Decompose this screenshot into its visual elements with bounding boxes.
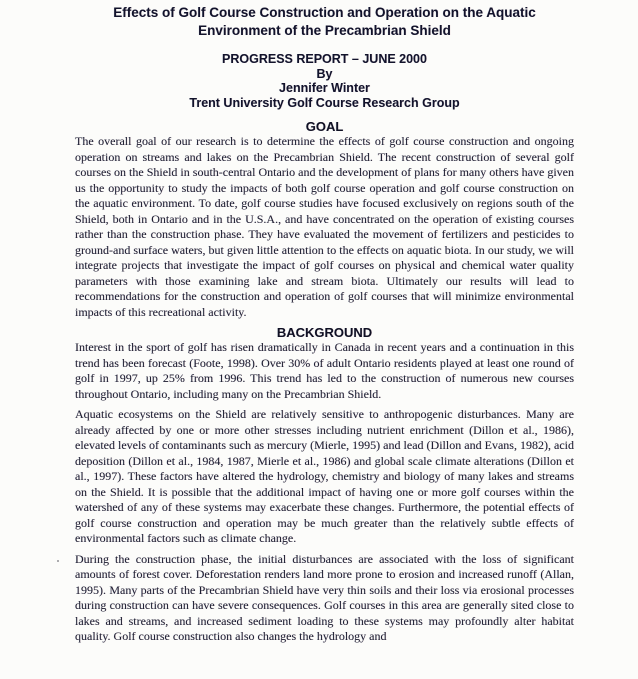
section-background xyxy=(75,325,574,645)
report-header xyxy=(75,52,574,110)
scan-artifact-speck xyxy=(57,560,59,562)
paragraph-background-2: Aquatic ecosystems on the Shield are relatively sensitive to anthropogenic disturbances. Many are already affected by one or more other stresses including nutrient enrichment (Dillon et al., 1986), elevated levels of contaminants such as mercury (Mierle, 1995) and lead (Dillon and Evans, 1982), acid deposition (Dillon et al., 1984, 1987, Mierle et al., 1986) and global scale climate alterations (Dillon et al., 1997). These factors have altered the hydrology, chemistry and biology of many lakes and streams on the Shield. It is possible that the additional impact of having one or more golf courses within the watershed of any of these systems may exacerbate these changes. Furthermore, the potential effects of golf course construction and operation may be much greater than the relatively subtle effects of environmental factors such as climate change. xyxy=(75,407,574,545)
section-heading-goal: GOAL xyxy=(305,119,344,134)
paragraph-goal: The overall goal of our research is to determine the effects of golf course construction and ongoing operation on streams and lakes on the Precambrian Shield. The recent construction of several golf courses on the Shield in south-central Ontario and the development of plans for many others have given us the opportunity to study the impacts of both golf course operation and golf course construction on the aquatic environment. To date, golf course studies have focused exclusively on regions south of the Shield, both in Ontario and in the U.S.A., and have concentrated on the operation of existing courses rather than the construction phase. They have evaluated the movement of fertilizers and pesticides to ground-and surface waters, but given little attention to the effects on aquatic biota. In our study, we will integrate projects that investigate the impact of golf courses on physical and chemical water quality parameters with those examining lake and stream biota. Ultimately our results will lead to recommendations for the construction and operation of golf courses that will minimize environmental impacts of this recreational activity. xyxy=(75,134,574,319)
section-goal xyxy=(75,119,574,320)
paragraph-background-3: During the construction phase, the initial disturbances are associated with the loss of significant amounts of forest cover. Deforestation renders land more prone to erosion and increased runoff (Allan, 1995). Many parts of the Precambrian Shield have very thin soils and their loss via erosional processes during construction can have severe consequences. Golf courses in this area are generally sited close to lakes and streams, and increased sediment loading to these systems may profoundly alter habitat quality. Golf course construction also changes the hydrology and xyxy=(75,551,574,643)
author-name: Jennifer Winter xyxy=(279,81,370,95)
section-heading-background: BACKGROUND xyxy=(276,325,373,340)
affiliation: Trent University Golf Course Research Group xyxy=(189,95,460,110)
paragraph-background-1: Interest in the sport of golf has risen dramatically in Canada in recent years and a continuation in this trend has been forecast (Foote, 1998). Over 30% of adult Ontario residents played at least one round of golf in 1997, up 25% from 1996. This trend has led to the construction of numerous new courses throughout Ontario, including many on the Precambrian Shield. xyxy=(75,340,574,401)
report-subtitle: PROGRESS REPORT – JUNE 2000 xyxy=(222,52,427,66)
document-title: Effects of Golf Course Construction and Operation on the Aquatic Environment of the Precambrian Shield xyxy=(113,5,536,38)
byline: By xyxy=(316,66,333,81)
